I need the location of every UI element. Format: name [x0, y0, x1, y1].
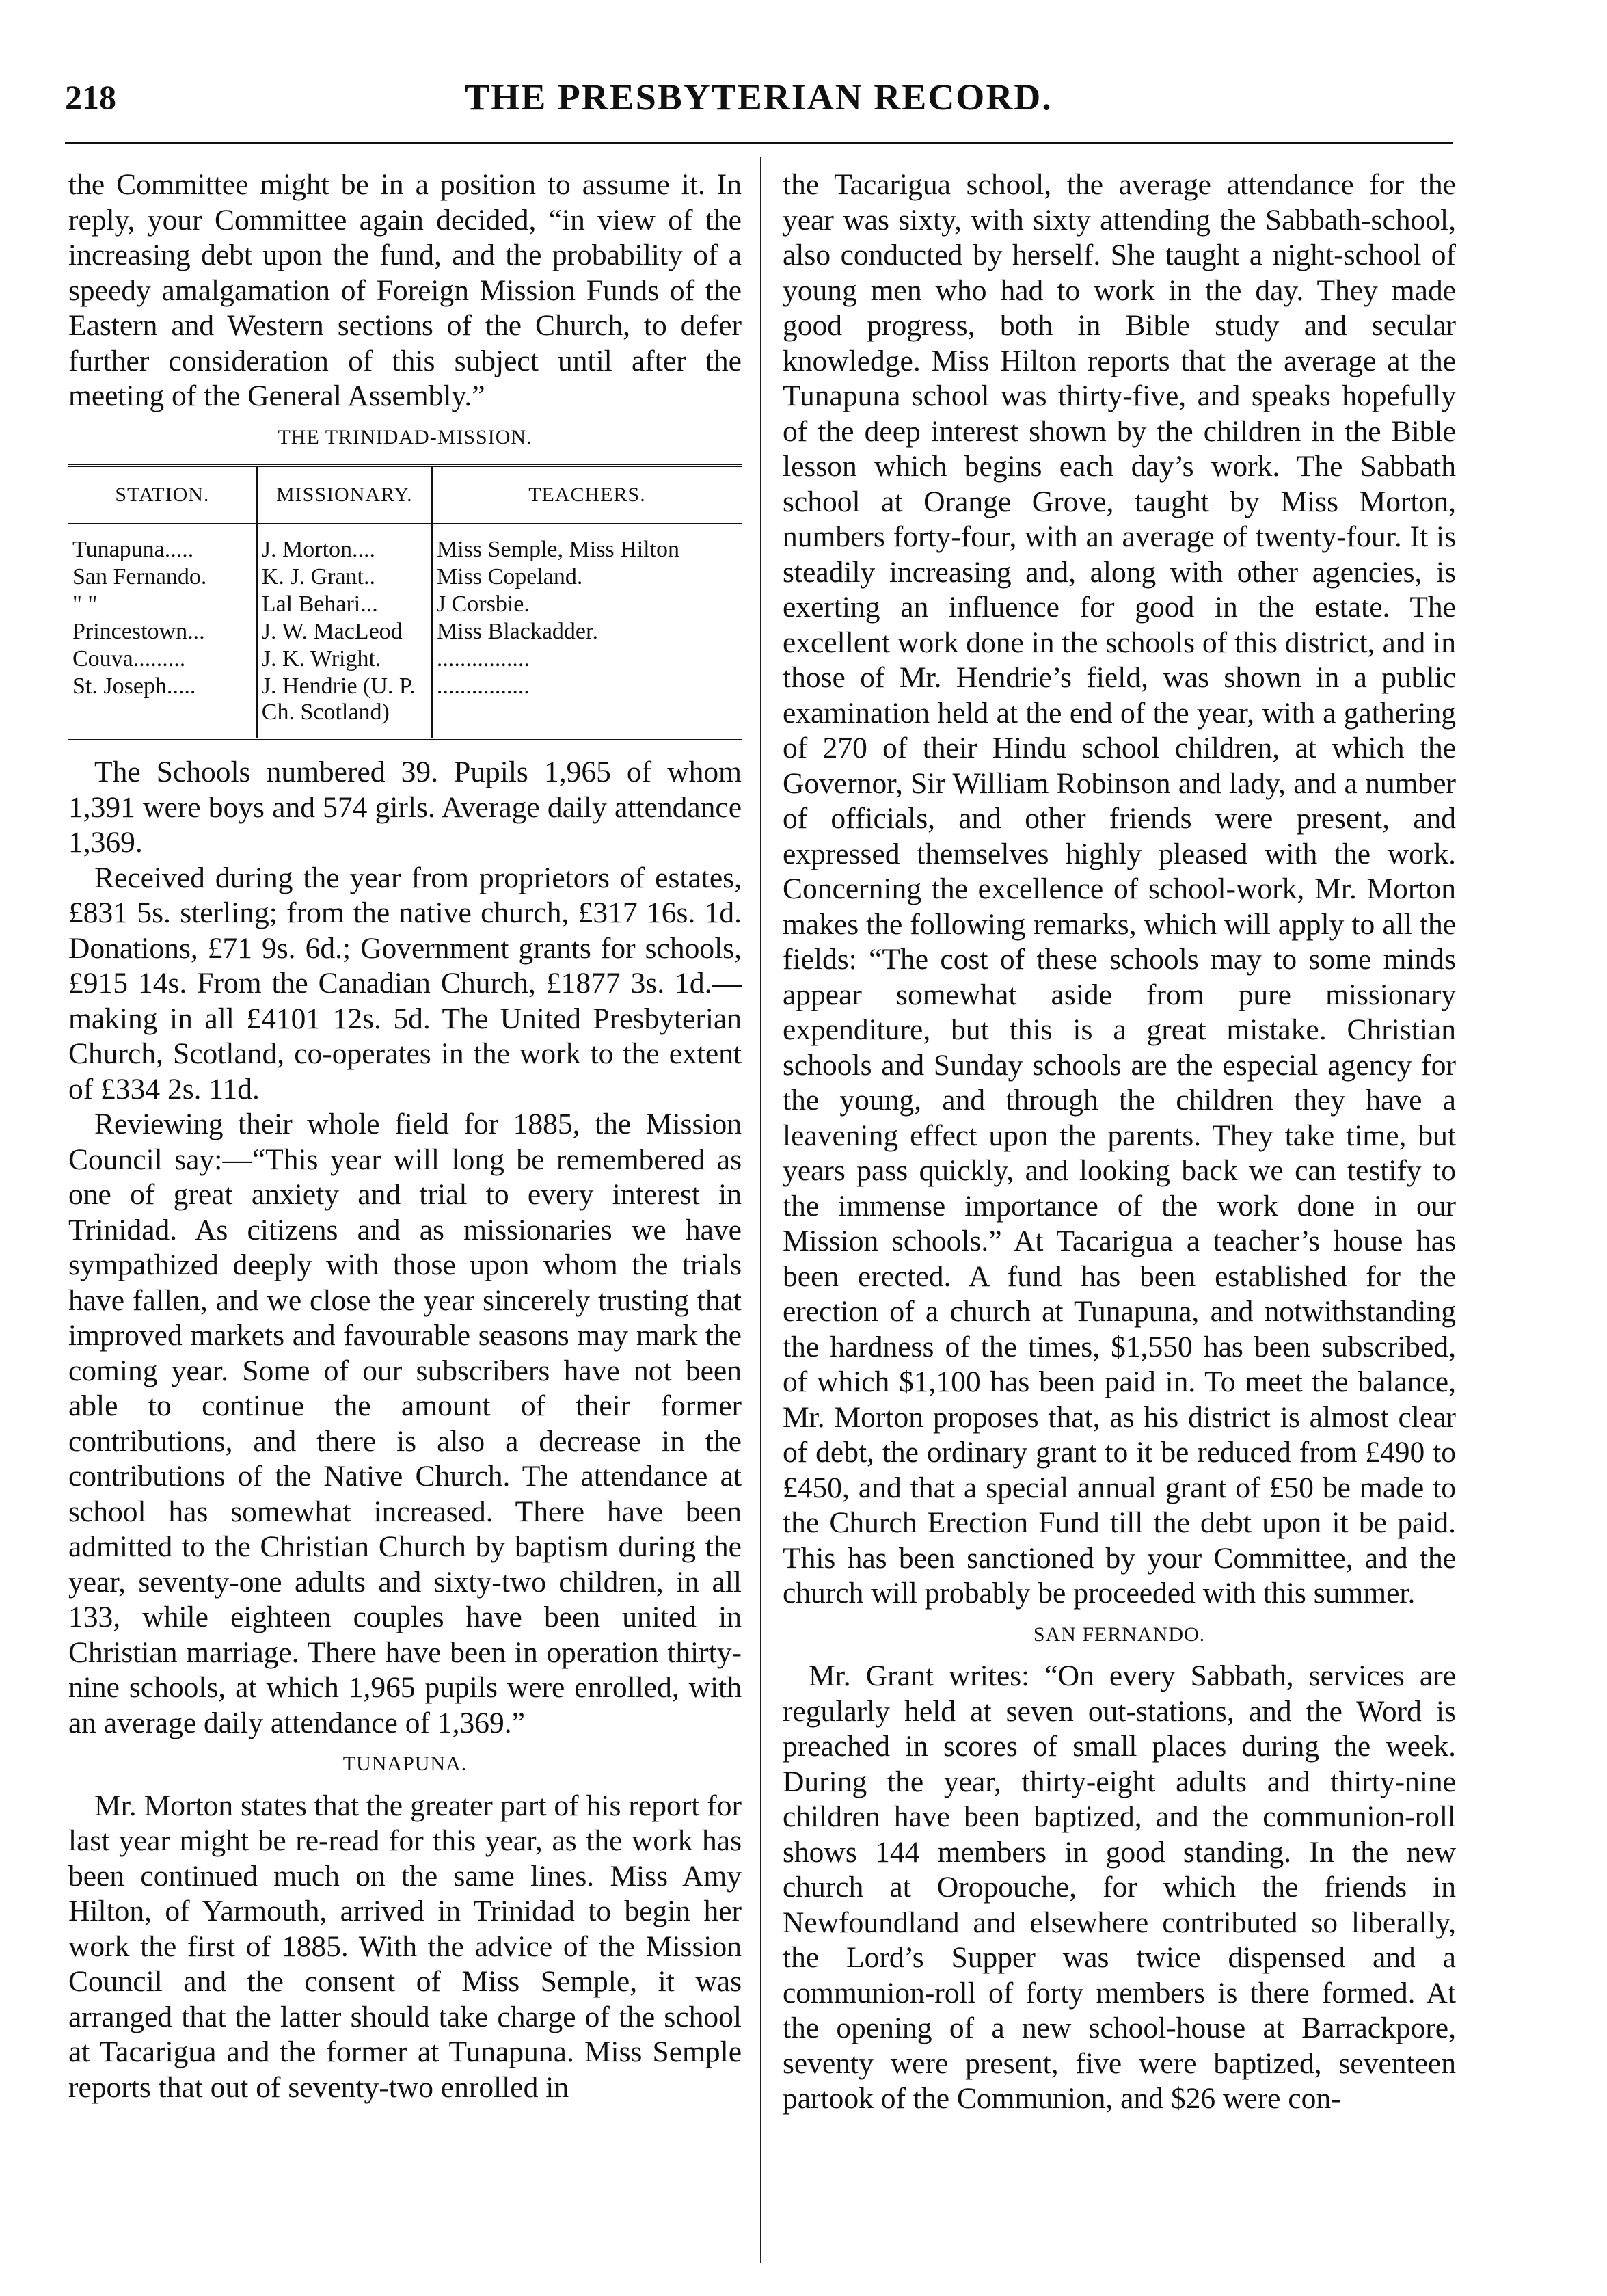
missionary-cell: K. J. Grant..	[257, 563, 432, 591]
station-cell: San Fernando.	[72, 564, 207, 589]
paragraph: the Committee might be in a position to assume it. In reply, your Committee again decided, “in view of the increasing debt upon the fund, and the probability of a speedy amalgamation of Foreign Mission Funds of the Eastern and Western sections of the Church, to defer further consideration of this subject until after the meeting of the General Assembly.”	[68, 168, 742, 412]
column-header-teachers: TEACHERS.	[432, 466, 742, 524]
paragraph: Mr. Grant writes: “On every Sabbath, services are regularly held at seven out-stations, and the Word is preached in scores of small places during the week. During the year, thirty-eight adults and thirty-nine children have been baptized, and the communion-roll shows 144 members in good standing. In the new church at Oropouche, for which the friends in Newfoundland and elsewhere contributed so liberally, the Lord’s Supper was twice dispensed and a communion-roll of forty members is there formed. At the opening of a new school-house at Barrackpore, seventy were present, five were baptized, seventeen partook of the Communion, and $26 were con-	[783, 1659, 1456, 2115]
station-cell: " "	[72, 591, 98, 617]
page-header	[65, 65, 1453, 140]
column-header-missionary: MISSIONARY.	[257, 466, 432, 524]
table-row	[68, 524, 742, 563]
mission-stations-table	[68, 464, 742, 740]
section-heading-tunapuna: TUNAPUNA.	[342, 1752, 468, 1775]
paragraph: Received during the year from proprietors of estates, £831 5s. sterling; from the native church, £317 16s. 1d. Donations, £71 9s. 6d.; Government grants for schools, £915 14s. From the Canadian Church, £1877 3s. 1d.—making in all £4101 12s. 5d. The United Presbyterian Church, Scotland, co-operates in the work to the extent of £334 2s. 11d.	[68, 861, 742, 1106]
teachers-cell: Miss Copeland.	[432, 563, 742, 591]
station-cell: Princestown...	[72, 619, 205, 644]
missionary-cell: Lal Behari...	[257, 591, 432, 618]
left-column	[68, 168, 742, 2260]
column-header-station: STATION.	[68, 466, 257, 524]
table-row	[68, 618, 742, 645]
teachers-cell: Miss Blackadder.	[432, 618, 742, 645]
missionary-cell: J. Hendrie (U. P. Ch. Scotland)	[257, 673, 432, 739]
table-row	[68, 673, 742, 739]
teachers-cell: J Corsbie.	[432, 591, 742, 618]
section-heading-trinidad-mission: THE TRINIDAD-MISSION.	[278, 425, 532, 449]
missionary-cell: J. W. MacLeod	[257, 618, 432, 645]
running-title: THE PRESBYTERIAN RECORD.	[465, 77, 1053, 118]
header-rule	[65, 142, 1453, 144]
teachers-cell: Miss Semple, Miss Hilton	[432, 524, 742, 563]
paragraph: Mr. Morton states that the greater part of his report for last year might be re-read for this year, as the work has been continued much on the same lines. Miss Amy Hilton, of Yarmouth, arrived in Trinidad to begin her work the first of 1885. With the advice of the Mission Council and the consent of Miss Semple, it was arranged that the latter should take charge of the school at Tacarigua and the former at Tunapuna. Miss Semple reports that out of seventy-two enrolled in	[68, 1789, 742, 2104]
missionary-cell: J. Morton....	[257, 524, 432, 563]
missionary-cell: J. K. Wright.	[257, 645, 432, 673]
page-number: 218	[65, 78, 116, 116]
table-row	[68, 645, 742, 673]
station-cell: Tunapuna.....	[72, 537, 194, 562]
table-row	[68, 563, 742, 591]
table-header-row	[68, 466, 742, 524]
teachers-cell: ................	[432, 645, 742, 673]
station-cell: St. Joseph.....	[72, 673, 196, 699]
station-cell: Couva.........	[72, 646, 186, 671]
paragraph: The Schools numbered 39. Pupils 1,965 of whom 1,391 were boys and 574 girls. Average daily attendance 1,369.	[68, 756, 742, 859]
paragraph: the Tacarigua school, the average attendance for the year was sixty, with sixty attending the Sabbath-school, also conducted by herself. She taught a night-school of young men who had to work in the day. They made good progress, both in Bible study and secular knowledge. Miss Hilton reports that the average at the Tunapuna school was thirty-five, and speaks hopefully of the deep interest shown by the children in the Bible lesson which begins each day’s work. The Sabbath school at Orange Grove, taught by Miss Morton, numbers forty-four, with an average of twenty-four. It is steadily increasing and, along with other agencies, is exerting an influence for good in the estate. The excellent work done in the schools of this district, and in those of Mr. Hendrie’s field, was shown in a public examination held at the end of the year, with a gathering of 270 of their Hindu school children, at which the Governor, Sir William Robinson and lady, and a number of officials, and other friends were present, and expressed themselves highly pleased with the work. Concerning the excellence of school-work, Mr. Morton makes the following remarks, which will apply to all the fields: “The cost of these schools may to some minds appear somewhat aside from pure missionary expenditure, but this is a great mistake. Christian schools and Sunday schools are the especial agency for the young, and through the children they have a leavening effect upon the parents. They take time, but years pass quickly, and looking back we can testify to the immense importance of the work done in our Mission schools.” At Tacarigua a teacher’s house has been erected. A fund has been established for the erection of a church at Tunapuna, and notwithstanding the hardness of the times, $1,550 has been subscribed, of which $1,100 has been paid in. To meet the balance, Mr. Morton proposes that, as his district is almost clear of debt, the ordinary grant to it be reduced from £490 to £450, and that a special annual grant of £50 be made to the Church Erection Fund till the debt upon it be paid. This has been sanctioned by your Committee, and the church will probably be proceeded with this summer.	[783, 168, 1456, 1610]
teachers-cell: ................	[432, 673, 742, 739]
section-heading-san-fernando: SAN FERNANDO.	[1033, 1623, 1206, 1646]
column-divider	[760, 157, 761, 2263]
right-column	[783, 168, 1456, 2260]
table-row	[68, 591, 742, 618]
paragraph: Reviewing their whole field for 1885, the Mission Council say:—“This year will long be remembered as one of great anxiety and trial to every interest in Trinidad. As citizens and as missionaries we have sympathized deeply with those upon whom the trials have fallen, and we close the year sincerely trusting that improved markets and favourable seasons may mark the coming year. Some of our subscribers have not been able to continue the amount of their former contributions, and there is also a decrease in the contributions of the Native Church. The attendance at school has somewhat increased. There have been admitted to the Christian Church by baptism during the year, seventy-one adults and sixty-two children, in all 133, while eighteen couples have been united in Christian marriage. There have been in operation thirty-nine schools, at which 1,965 pupils were enrolled, with an average daily attendance of 1,369.”	[68, 1108, 742, 1739]
